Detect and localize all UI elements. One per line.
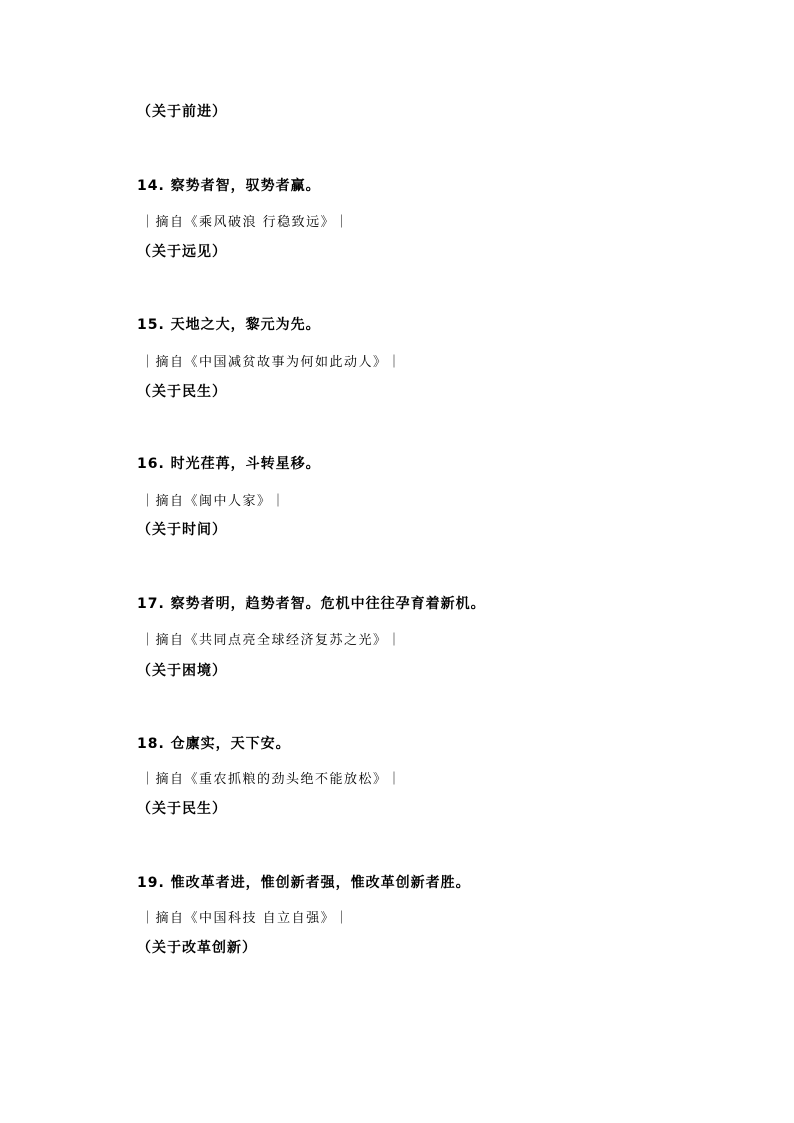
quote-text: 15. 天地之大，黎元为先。 bbox=[137, 317, 321, 333]
quote-source: ｜摘自《共同点亮全球经济复苏之光》｜ bbox=[141, 633, 403, 648]
quote-text: 14. 察势者智，驭势者赢。 bbox=[137, 178, 321, 194]
quote-source: ｜摘自《重农抓粮的劲头绝不能放松》｜ bbox=[141, 772, 403, 787]
quote-text: 18. 仓廪实，天下安。 bbox=[137, 736, 291, 752]
quote-source: ｜摘自《乘风破浪 行稳致远》｜ bbox=[141, 215, 350, 230]
topic-tag: （关于民生） bbox=[137, 384, 227, 400]
quote-text: 17. 察势者明，趋势者智。危机中往往孕育着新机。 bbox=[137, 596, 486, 612]
topic-tag: （关于改革创新） bbox=[137, 940, 257, 956]
topic-tag: （关于民生） bbox=[137, 801, 227, 817]
quote-text: 16. 时光荏苒，斗转星移。 bbox=[137, 456, 321, 472]
quote-text: 19. 惟改革者进，惟创新者强，惟改革创新者胜。 bbox=[137, 875, 471, 891]
quote-source: ｜摘自《闽中人家》｜ bbox=[141, 494, 287, 509]
topic-tag: （关于困境） bbox=[137, 663, 227, 679]
topic-tag: （关于时间） bbox=[137, 522, 227, 538]
topic-tag: （关于前进） bbox=[137, 104, 227, 120]
quote-source: ｜摘自《中国减贫故事为何如此动人》｜ bbox=[141, 355, 403, 370]
topic-tag: （关于远见） bbox=[137, 244, 227, 260]
quote-source: ｜摘自《中国科技 自立自强》｜ bbox=[141, 911, 350, 926]
